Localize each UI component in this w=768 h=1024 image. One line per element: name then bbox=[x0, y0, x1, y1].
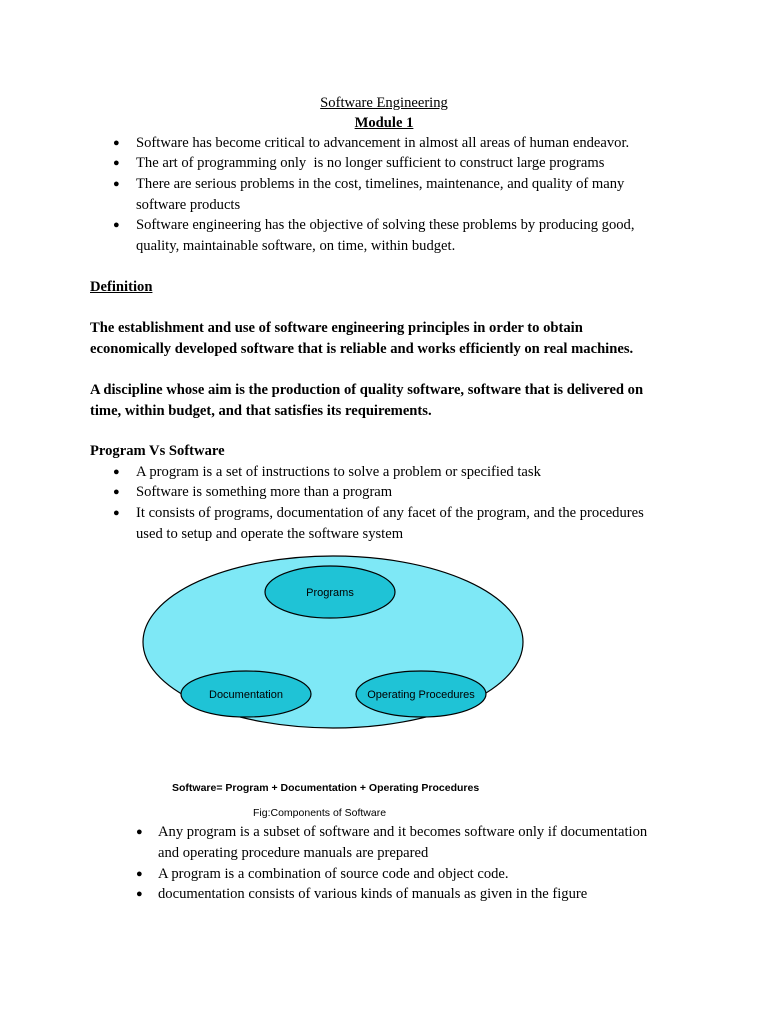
list-item: The art of programming only is no longer sufficient to construct large programs bbox=[136, 155, 605, 171]
figure-caption: Fig:Components of Software bbox=[253, 807, 387, 819]
bullet-marker: ● bbox=[136, 888, 143, 900]
list-item: It consists of programs, documentation of any facet of the program, and the procedures bbox=[136, 505, 644, 521]
definition-heading: Definition bbox=[90, 279, 153, 295]
programs-label: Programs bbox=[306, 587, 354, 599]
bullet-marker: ● bbox=[113, 137, 120, 149]
list-item-continuation: used to setup and operate the software system bbox=[136, 526, 404, 542]
software-formula: Software= Program + Documentation + Operating Procedures bbox=[172, 782, 480, 794]
list-item: Software engineering has the objective of solving these problems by producing good, bbox=[136, 217, 635, 233]
list-item-continuation: software products bbox=[136, 197, 241, 213]
list-item: There are serious problems in the cost, timelines, maintenance, and quality of many bbox=[136, 176, 625, 192]
bullet-marker: ● bbox=[113, 219, 120, 231]
bullet-marker: ● bbox=[136, 826, 143, 838]
list-item: A program is a set of instructions to solve a problem or specified task bbox=[136, 464, 541, 480]
list-item: documentation consists of various kinds of manuals as given in the figure bbox=[158, 886, 588, 902]
bullet-marker: ● bbox=[136, 868, 143, 880]
bullet-marker: ● bbox=[113, 178, 120, 190]
bullet-marker: ● bbox=[113, 507, 120, 519]
bullet-marker: ● bbox=[113, 157, 120, 169]
bullet-marker: ● bbox=[113, 466, 120, 478]
bullet-marker: ● bbox=[113, 486, 120, 498]
program-vs-software-heading: Program Vs Software bbox=[90, 443, 225, 459]
definition-1-line: economically developed software that is reliable and works efficiently on real machines. bbox=[90, 341, 634, 357]
definition-2-line: time, within budget, and that satisfies its requirements. bbox=[90, 403, 432, 419]
doc-title: Software Engineering bbox=[320, 95, 448, 111]
components-of-software-diagram bbox=[140, 548, 530, 824]
documentation-label: Documentation bbox=[209, 689, 283, 701]
list-item: Software is something more than a program bbox=[136, 484, 393, 500]
module-title: Module 1 bbox=[354, 115, 414, 131]
definition-1-line: The establishment and use of software engineering principles in order to obtain bbox=[90, 320, 583, 336]
list-item: A program is a combination of source code and object code. bbox=[158, 866, 509, 882]
list-item-continuation: and operating procedure manuals are prepared bbox=[158, 845, 429, 861]
list-item: Software has become critical to advancement in almost all areas of human endeavor. bbox=[136, 135, 630, 151]
operating-procedures-label: Operating Procedures bbox=[367, 689, 475, 701]
definition-2-line: A discipline whose aim is the production of quality software, software that is delivered on bbox=[90, 382, 644, 398]
list-item-continuation: quality, maintainable software, on time, within budget. bbox=[136, 238, 456, 254]
list-item: Any program is a subset of software and it becomes software only if documentation bbox=[158, 824, 648, 840]
